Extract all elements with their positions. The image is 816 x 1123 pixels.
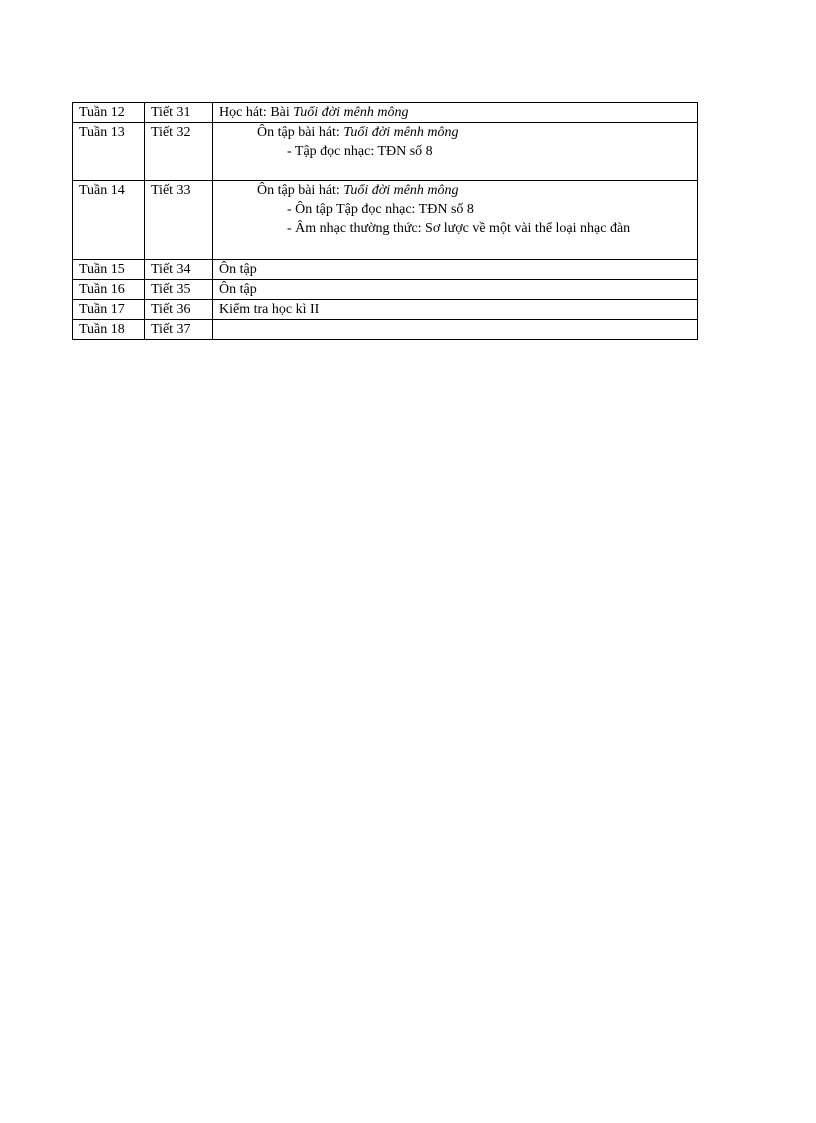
content-cell	[213, 280, 698, 300]
table-row	[73, 123, 698, 181]
content-main-prefix: Học hát: Bài	[219, 105, 294, 120]
song-title: Tuổi đời mênh mông	[343, 125, 459, 140]
song-title: Tuổi đời mênh mông	[293, 105, 409, 120]
week-cell: Tuần 12	[73, 103, 145, 123]
period-cell: Tiết 36	[145, 300, 213, 320]
content-main-line	[219, 103, 691, 122]
content-cell	[213, 181, 698, 260]
content-main-line	[219, 123, 691, 142]
table-row	[73, 103, 698, 123]
content-main-line: Ôn tập	[219, 282, 257, 297]
content-cell	[213, 123, 698, 181]
content-subitem: - Âm nhạc thường thức: Sơ lược về một vài thể loại nhạc đàn	[287, 221, 631, 236]
period-cell: Tiết 37	[145, 320, 213, 340]
table-row	[73, 280, 698, 300]
table-row	[73, 260, 698, 280]
content-main-prefix: Ôn tập bài hát:	[257, 183, 344, 198]
content-subitem: - Tập đọc nhạc: TĐN số 8	[287, 144, 433, 159]
table-row	[73, 300, 698, 320]
period-cell: Tiết 33	[145, 181, 213, 260]
table-row	[73, 181, 698, 260]
week-cell: Tuần 14	[73, 181, 145, 260]
period-cell: Tiết 32	[145, 123, 213, 181]
period-cell: Tiết 31	[145, 103, 213, 123]
content-main-line	[219, 181, 691, 200]
song-title: Tuổi đời mênh mông	[343, 183, 459, 198]
week-cell: Tuần 17	[73, 300, 145, 320]
content-main-line: Kiểm tra học kì II	[219, 302, 320, 317]
week-cell: Tuần 15	[73, 260, 145, 280]
content-cell	[213, 260, 698, 280]
content-cell	[213, 320, 698, 340]
week-cell: Tuần 13	[73, 123, 145, 181]
week-cell: Tuần 18	[73, 320, 145, 340]
table-row	[73, 320, 698, 340]
content-main-line: Ôn tập	[219, 262, 257, 277]
content-main-prefix: Ôn tập bài hát:	[257, 125, 344, 140]
week-cell: Tuần 16	[73, 280, 145, 300]
content-subitem: - Ôn tập Tập đọc nhạc: TĐN số 8	[287, 202, 474, 217]
period-cell: Tiết 35	[145, 280, 213, 300]
content-cell	[213, 300, 698, 320]
period-cell: Tiết 34	[145, 260, 213, 280]
content-cell	[213, 103, 698, 123]
lesson-schedule-table	[72, 102, 698, 340]
